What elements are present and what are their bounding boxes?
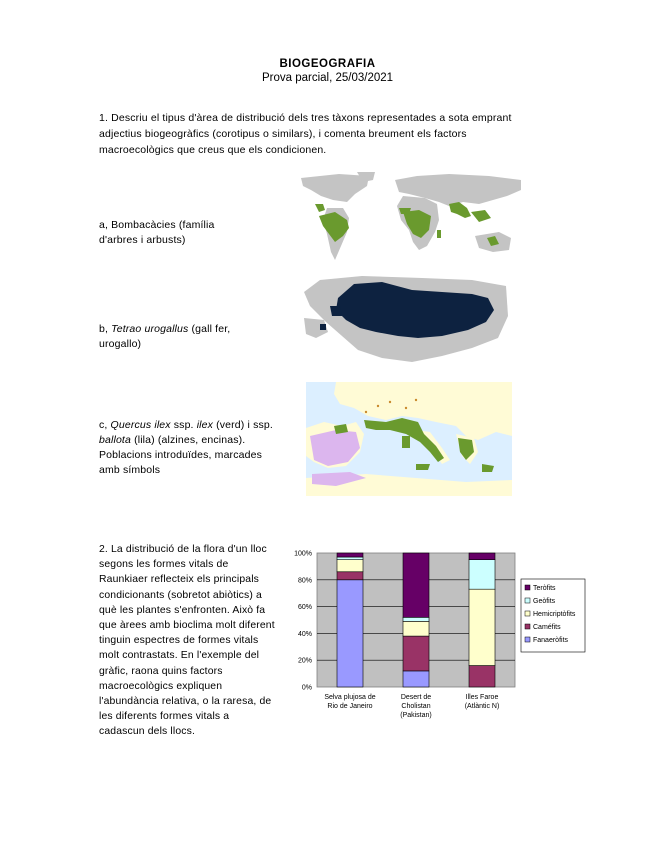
item-c-label: c, Quercus ilex ssp. ilex (verd) i ssp. ballota (lila) (alzines, encinas). Poblacions introduïdes, marcades amb símbols xyxy=(99,419,273,476)
y-tick-label: 40% xyxy=(297,630,312,638)
item-b-label: b, Tetrao urogallus (gall fer, urogallo) xyxy=(99,323,231,350)
bar-segment xyxy=(469,560,495,589)
legend-label: Hemicriptòfits xyxy=(533,611,576,618)
bar-segment xyxy=(337,553,363,557)
x-category-label: Rio de Janeiro xyxy=(327,703,373,710)
taxon-name: Tetrao urogallus xyxy=(111,323,189,335)
legend-swatch xyxy=(525,598,530,603)
y-tick-label: 60% xyxy=(297,604,312,612)
x-category-label: (Atlàntic N) xyxy=(464,703,500,710)
bar-segment xyxy=(337,580,363,687)
question-1-text: 1. Descriu el tipus d'àrea de distribució dels tres tàxons representades a sota emprant adjectius biogeogràfics (corotipus o similars), i comenta breument els factors macroecològics que creus que els condicionen. xyxy=(99,112,512,156)
legend-label: Teròfits xyxy=(533,585,556,592)
bar-segment xyxy=(403,636,429,671)
world-distribution-map xyxy=(299,172,525,264)
bar-segment xyxy=(403,671,429,687)
bar-segment xyxy=(403,621,429,636)
bar-segment xyxy=(469,553,495,560)
bar-segment xyxy=(403,553,429,617)
legend-label: Caméfits xyxy=(533,624,561,631)
bar-segment xyxy=(337,572,363,580)
x-category-label: Selva plujosa de xyxy=(324,694,376,701)
y-tick-label: 0% xyxy=(301,684,312,692)
bar-segment xyxy=(469,589,495,665)
question-2-text: 2. La distribució de la flora d'un lloc segons les formes vitals de Raunkiaer reflecteix els principals condicionants (sobretot abiòtics) a què les plantes s'enfronten. Això fa que àrees amb bioclima molt diferent tinguin espectres de formes vitals molt contrastats. En l'exemple del gràfic, raona quins factors macroecològics expliquen l'abundància relativa, o la raresa, de les diferents formes vitals a cadascun dels llocs. xyxy=(99,544,275,738)
x-category-label: Desert de xyxy=(400,694,432,701)
legend-swatch xyxy=(525,585,530,590)
bar-segment xyxy=(337,560,363,572)
legend-swatch xyxy=(525,611,530,616)
page-subtitle: Prova parcial, 25/03/2021 xyxy=(261,72,394,84)
bar-segment xyxy=(337,557,363,560)
y-tick-label: 100% xyxy=(294,550,312,558)
mediterranean-distribution-map xyxy=(306,382,512,496)
legend-label: Geòfits xyxy=(533,598,556,605)
x-category-label: (Pakistan) xyxy=(400,712,432,719)
page-title: BIOGEOGRAFIA xyxy=(279,58,376,70)
x-category-label: Cholistan xyxy=(401,703,431,710)
taxon-name: ilex xyxy=(196,419,214,431)
taxon-name: Quercus ilex xyxy=(110,419,171,431)
legend-label: Fanaeròfits xyxy=(533,637,569,644)
x-category-label: Illes Faroe xyxy=(465,694,499,701)
y-tick-label: 80% xyxy=(297,577,312,585)
legend-swatch xyxy=(525,624,530,629)
y-tick-label: 20% xyxy=(297,657,312,665)
bar-segment xyxy=(403,617,429,621)
taxon-name: ballota xyxy=(99,434,131,446)
life-forms-chart xyxy=(287,545,587,730)
eurasia-distribution-map xyxy=(302,276,508,366)
life-forms-chart-svg xyxy=(287,545,587,730)
legend-swatch xyxy=(525,637,530,642)
item-a-label: a, Bombacàcies (família d'arbres i arbusts) xyxy=(99,219,215,246)
bar-segment xyxy=(469,666,495,687)
